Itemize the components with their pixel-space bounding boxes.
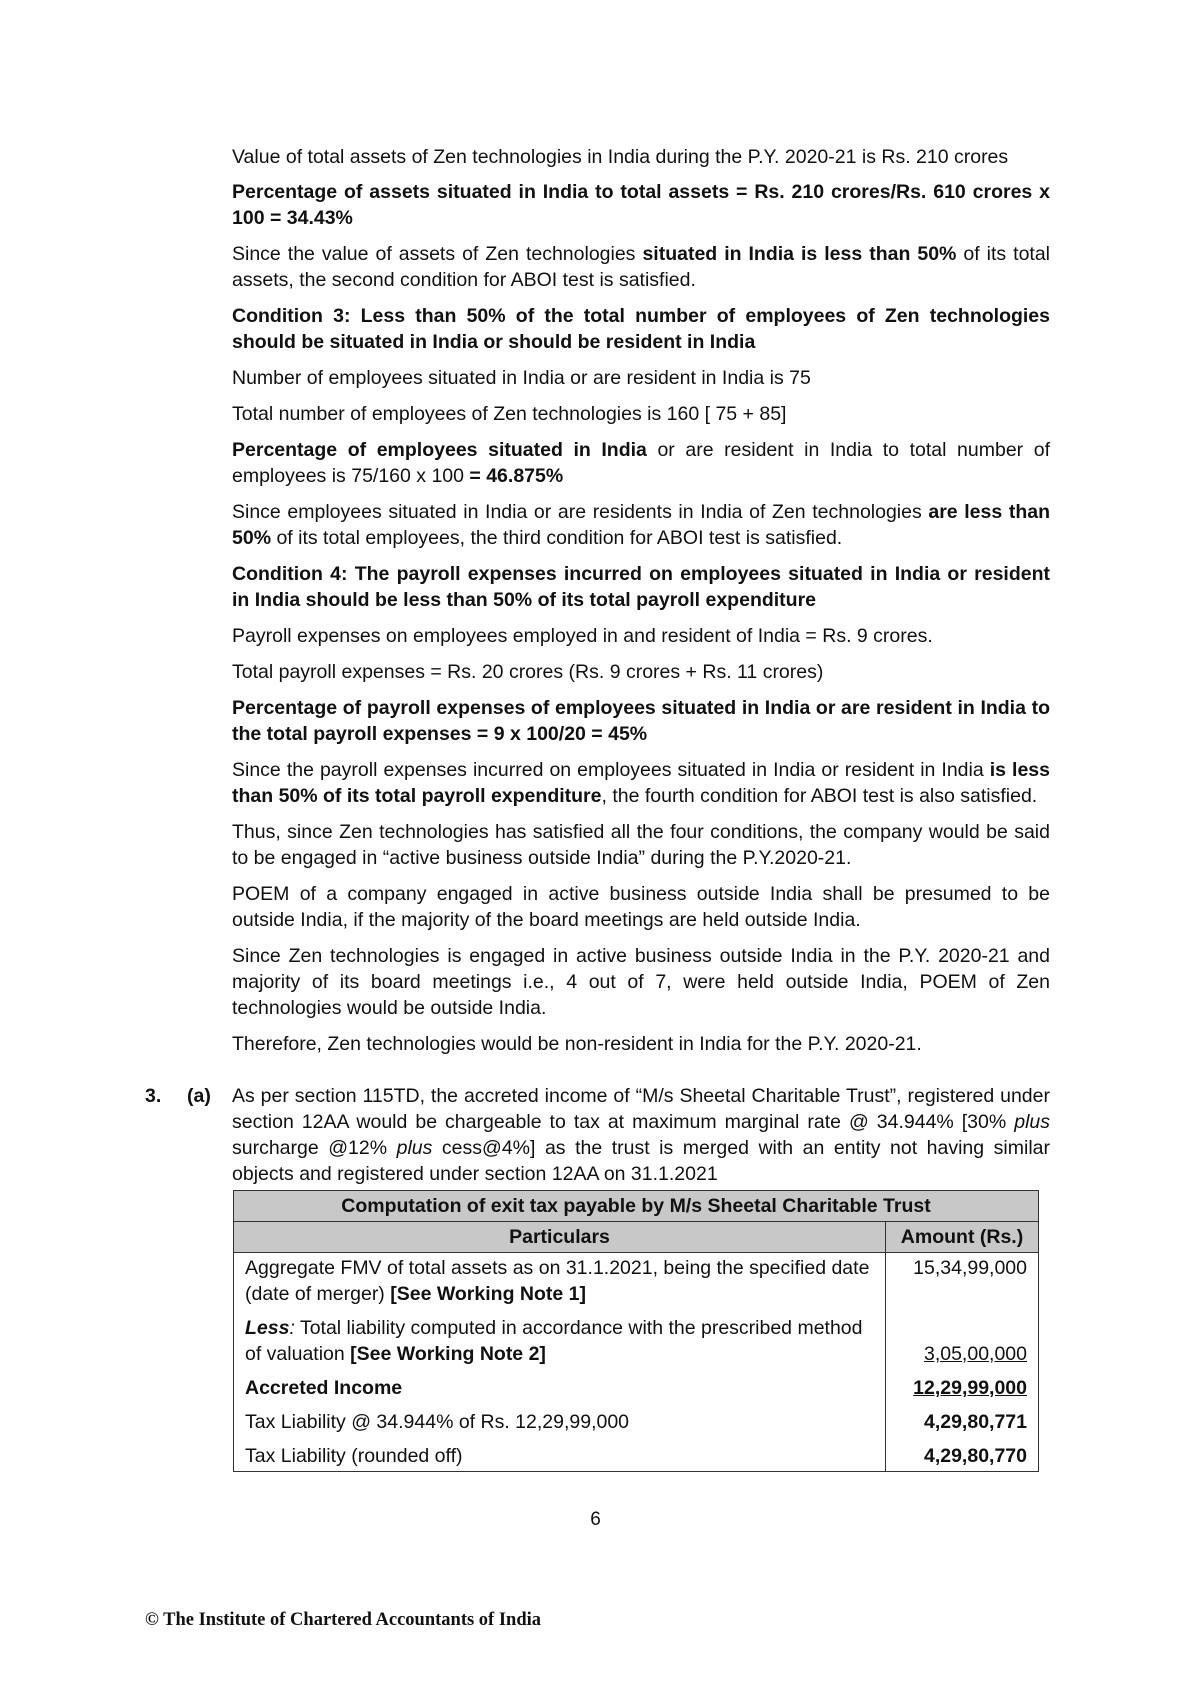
question-sub-label: (a) — [187, 1085, 211, 1107]
row-particulars: Tax Liability @ 34.944% of Rs. 12,29,99,000 — [234, 1403, 886, 1437]
main-content — [232, 144, 1050, 1067]
paragraph-payroll-india: Payroll expenses on employees employed in and resident of India = Rs. 9 crores. — [232, 625, 933, 647]
column-header-amount: Amount (Rs.) — [886, 1222, 1039, 1253]
paragraph-conclusion-aboi: Thus, since Zen technologies has satisfied all the four conditions, the company would be said to be engaged in “active business outside India” during the P.Y.2020-21. — [232, 821, 1050, 869]
paragraph-payroll-percentage: Percentage of payroll expenses of employees situated in India or are resident in India to the total payroll expenses = 9 x 100/20 = 45% — [232, 697, 1050, 745]
row-particulars: Tax Liability (rounded off) — [234, 1437, 886, 1472]
column-header-particulars: Particulars — [234, 1222, 886, 1253]
row-amount: 15,34,99,000 — [886, 1253, 1039, 1310]
paragraph-non-resident: Therefore, Zen technologies would be non-resident in India for the P.Y. 2020-21. — [232, 1033, 922, 1055]
row-amount: 12,29,99,000 — [886, 1369, 1039, 1403]
paragraph-assets-percentage: Percentage of assets situated in India to total assets = Rs. 210 crores/Rs. 610 crores x 100 = 34.43% — [232, 181, 1050, 229]
question-3a-text: As per section 115TD, the accreted income of “M/s Sheetal Charitable Trust”, registered under section 12AA would be chargeable to tax at maximum marginal rate @ 34.944% [30% plus surcharge @12% plus cess@4%] as the trust is merged with an entity not having similar objects and registered under section 12AA on 31.1.2021 — [232, 1085, 1050, 1185]
heading-condition-3: Condition 3: Less than 50% of the total number of employees of Zen technologies should be situated in India or should be resident in India — [232, 305, 1050, 353]
row-particulars: Less: Total liability computed in accordance with the prescribed method of valuation [See Working Note 2] — [234, 1309, 886, 1369]
table-row — [234, 1403, 1039, 1437]
row-amount: 4,29,80,770 — [886, 1437, 1039, 1472]
paragraph-employees-india: Number of employees situated in India or are resident in India is 75 — [232, 367, 811, 389]
paragraph-second-condition: Since the value of assets of Zen technologies situated in India is less than 50% of its total assets, the second condition for ABOI test is satisfied. — [232, 243, 1051, 291]
row-particulars: Accreted Income — [234, 1369, 886, 1403]
paragraph-fourth-condition: Since the payroll expenses incurred on employees situated in India or resident in India is less than 50% of its total payroll expenditure, the fourth condition for ABOI test is also satisfied. — [232, 759, 1050, 807]
paragraph-total-employees: Total number of employees of Zen technologies is 160 [ 75 + 85] — [232, 403, 787, 425]
paragraph-poem-presumption: POEM of a company engaged in active business outside India shall be presumed to be outside India, if the majority of the board meetings are held outside India. — [232, 883, 1050, 931]
row-amount: 4,29,80,771 — [886, 1403, 1039, 1437]
paragraph-poem-outside: Since Zen technologies is engaged in active business outside India in the P.Y. 2020-21 and majority of its board meetings i.e., 4 out of 7, were held outside India, POEM of Zen technologies would be outside India. — [232, 945, 1050, 1019]
paragraph-total-payroll: Total payroll expenses = Rs. 20 crores (Rs. 9 crores + Rs. 11 crores) — [232, 661, 824, 683]
paragraph-total-assets: Value of total assets of Zen technologies in India during the P.Y. 2020-21 is Rs. 210 crores — [232, 146, 1009, 168]
row-particulars: Aggregate FMV of total assets as on 31.1.2021, being the specified date (date of merger) [See Working Note 1] — [234, 1253, 886, 1310]
table-row — [234, 1369, 1039, 1403]
paragraph-third-condition: Since employees situated in India or are residents in India of Zen technologies are less than 50% of its total employees, the third condition for ABOI test is satisfied. — [232, 501, 1050, 549]
question-number: 3. — [145, 1085, 162, 1107]
table-title: Computation of exit tax payable by M/s Sheetal Charitable Trust — [234, 1191, 1039, 1222]
paragraph-employees-percentage: Percentage of employees situated in India or are resident in India to total number of employees is 75/160 x 100 = 46.875% — [232, 439, 1050, 487]
exit-tax-table — [233, 1190, 1039, 1472]
heading-condition-4: Condition 4: The payroll expenses incurred on employees situated in India or resident in India should be less than 50% of its total payroll expenditure — [232, 563, 1050, 611]
footer-copyright: © The Institute of Chartered Accountants of India — [145, 1610, 542, 1630]
table-row — [234, 1253, 1039, 1310]
page-number: 6 — [590, 1509, 601, 1530]
row-amount: 3,05,00,000 — [886, 1309, 1039, 1369]
table-row — [234, 1309, 1039, 1369]
table-row — [234, 1437, 1039, 1472]
